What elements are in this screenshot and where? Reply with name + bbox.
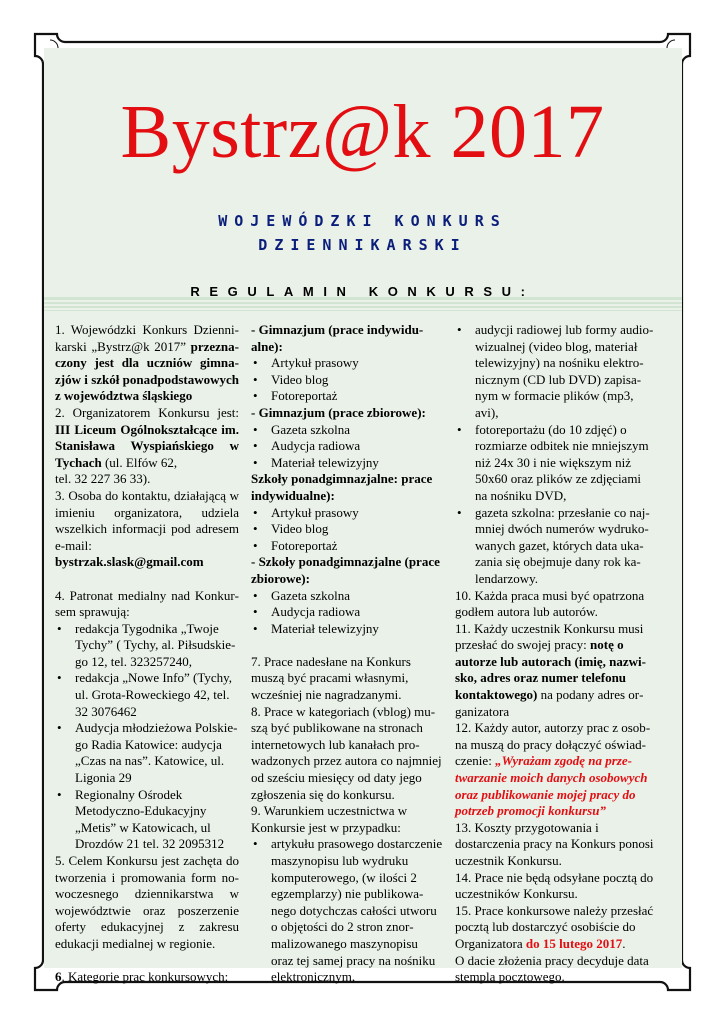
- column-right: [455, 322, 655, 986]
- column-left: [55, 322, 239, 986]
- divider-band: [44, 310, 682, 311]
- category-list: [251, 422, 443, 472]
- patrons-list: [55, 621, 239, 853]
- contact-email: bystrzak.slask@gmail.com: [55, 554, 204, 570]
- rule-3: [55, 488, 239, 571]
- list-item: • Materiał telewizyjny: [251, 621, 443, 638]
- rule-7: 7. Prace nadesłane na Konkurs muszą być pracami własnymi, wcześniej nie nagradzanymi.: [251, 653, 411, 703]
- list-item: • Regionalny Ośrodek Metodyczno-Edukacyjny „Metis” w Katowicach, ul Drozdów 21 tel. 32 2095312: [55, 787, 239, 853]
- organizer-address: (ul. Elfów 62,: [101, 454, 178, 470]
- rule-13: 13. Koszty przygotowania i dostarczenia pracy na Konkurs ponosi uczestnik Konkursu.: [455, 819, 654, 868]
- requirements-list: [251, 836, 443, 985]
- list-item: • Materiał telewizyjny: [251, 455, 443, 472]
- category-heading: - Gimnazjum (prace zbiorowe):: [251, 404, 426, 420]
- list-item: • fotoreportażu (do 10 zdjęć) o rozmiarze odbitek nie mniejszym niż 24x 30 i nie większym niż 50x60 oraz plików ze zdjęciami na nośniku DVD,: [455, 422, 655, 505]
- rule-1: [55, 322, 239, 405]
- divider-band: [44, 306, 682, 308]
- category-list: [251, 355, 443, 405]
- rule-1-bold: przeznaczony jest dla uczniów gimnazjów i szkół ponadpodstawowych z województwa śląskiego: [55, 338, 239, 404]
- list-item: • Video blog: [251, 521, 443, 538]
- rule-9: 9. Warunkiem uczestnictwa w Konkursie jest w przypadku:: [251, 803, 408, 835]
- list-item: • Artykuł prasowy: [251, 505, 443, 522]
- rule-15: [455, 903, 655, 953]
- category-list: [251, 505, 443, 555]
- rule-11: [455, 621, 655, 721]
- rule-14: 14. Prace nie będą odsyłane pocztą do uczestników Konkursu.: [455, 869, 654, 902]
- rule-15-dot: .: [622, 935, 626, 951]
- subtitle-line-1: WOJEWÓDZKI KONKURS: [218, 212, 507, 230]
- organizer-name: III Liceum Ogólnokształcące im. Stanisława Wyspiańskiego w Tychach: [55, 421, 239, 470]
- category-heading: - Szkoły ponadgimnazjalne (prace zbiorowe):: [251, 554, 440, 586]
- rule-2-text: 2. Organizatorem Konkursu jest:: [55, 404, 239, 420]
- postmark-note: O dacie złożenia pracy decyduje data stempla pocztowego.: [455, 952, 649, 985]
- list-item: • gazeta szkolna: przesłanie co najmniej dwóch numerów wydrukowanych gazet, których data ukazania się obejmuje dany rok kalendarzowy.: [455, 505, 655, 588]
- rule-11-text: 11. Każdy uczestnik Konkursu musi przesłać do swojej pracy:: [455, 620, 644, 653]
- page-title: Bystrz@k 2017: [120, 90, 605, 174]
- list-item: • redakcja Tygodnika „Twoje Tychy” ( Tychy, al. Piłsudskiego 12, tel. 323257240,: [55, 621, 239, 671]
- list-item: • Audycja młodzieżowa Polskiego Radia Katowice: audycja „Czas na nas”. Katowice, ul. Ligonia 29: [55, 720, 239, 786]
- category-heading: - Gimnazjum (prace indywidualne):: [251, 322, 424, 354]
- rule-1-text: 1. Wojewódzki Konkurs Dziennikarski „Bystrz@k 2017”: [55, 322, 239, 354]
- list-item: • audycji radiowej lub formy audiowizualnej (video blog, materiał telewizyjny) na nośniku elektronicznym (CD lub DVD) zapisanym w formacie plików (mp3, avi),: [455, 322, 655, 422]
- organizer-phone: tel. 32 227 36 33).: [55, 471, 151, 487]
- rule-12: [455, 720, 655, 820]
- rule-5: 5. Celem Konkursu jest zachęta do tworzenia i promowania form nowoczesnego dziennikarstwa w województwie oraz poszerzenie oferty edukacyjnej z zakresu edukacji medialnej w regionie.: [55, 853, 239, 951]
- requirements-list: [455, 322, 655, 588]
- rule-3-text: 3. Osoba do kontaktu, działającą w imieniu organizatora, udziela wszelkich informacji pod adresem e-mail:: [55, 487, 239, 553]
- rule-4: 4. Patronat medialny nad Konkursem sprawują:: [55, 587, 239, 620]
- deadline-date: do 15 lutego 2017: [525, 935, 623, 951]
- rule-6-number: 6: [55, 969, 62, 985]
- list-item: • Video blog: [251, 372, 443, 389]
- rule-6-text: . Kategorie prac konkursowych:: [61, 969, 229, 985]
- list-item: • Fotoreportaż: [251, 538, 443, 555]
- list-item: • Artykuł prasowy: [251, 355, 443, 372]
- rule-2: [55, 405, 239, 488]
- category-heading: Szkoły ponadgimnazjalne: prace indywidualne):: [251, 471, 433, 503]
- divider-band: [44, 302, 682, 304]
- consent-statement: „Wyrażam zgodę na przetwarzanie moich danych osobowych oraz publikowanie mojej pracy do potrzeb promocji konkursu”: [455, 753, 648, 819]
- list-item: • Fotoreportaż: [251, 388, 443, 405]
- rule-8: 8. Prace w kategoriach (vblog) muszą być publikowane na stronach internetowych lub kanałach prowadzonych przez autora co najmniej od sześciu miesięcy od daty jego zgłoszenia się do konkursu.: [251, 703, 442, 802]
- rule-6: [55, 969, 239, 986]
- list-item: • artykułu prasowego dostarczenie maszynopisu lub wydruku komputerowego, (w ilości 2 egzemplarzy) nie publikowanego dotychczas całości utworu o objętości do 2 stron znormalizowanego maszynopisu oraz tej samej pracy na nośniku elektronicznym,: [251, 836, 443, 985]
- subtitle-line-2: DZIENNIKARSKI: [258, 236, 467, 254]
- rule-12-text: 12. Każdy autor, autorzy prac z osobna muszą do pracy dołączyć oświadczenie:: [455, 720, 651, 769]
- list-item: • redakcja „Nowe Info” (Tychy, ul. Grota-Roweckiego 42, tel. 32 3076462: [55, 670, 239, 720]
- rules-heading: REGULAMIN KONKURSU:: [190, 284, 535, 299]
- list-item: • Audycja radiowa: [251, 604, 443, 621]
- category-list: [251, 588, 443, 638]
- rule-10: 10. Każda praca musi być opatrzona godłem autora lub autorów.: [455, 587, 645, 620]
- rule-11-tail: na podany adres organizatora: [455, 687, 644, 719]
- rule-11-bold: notę o autorze lub autorach (imię, nazwisko, adres oraz numer telefonu kontaktowego): [455, 637, 647, 703]
- column-middle: [251, 322, 443, 986]
- list-item: • Audycja radiowa: [251, 438, 443, 455]
- list-item: • Gazeta szkolna: [251, 588, 443, 605]
- list-item: • Gazeta szkolna: [251, 422, 443, 439]
- rule-15-text: 15. Prace konkursowe należy przesłać pocztą lub dostarczyć osobiście do Organizatora: [455, 902, 654, 951]
